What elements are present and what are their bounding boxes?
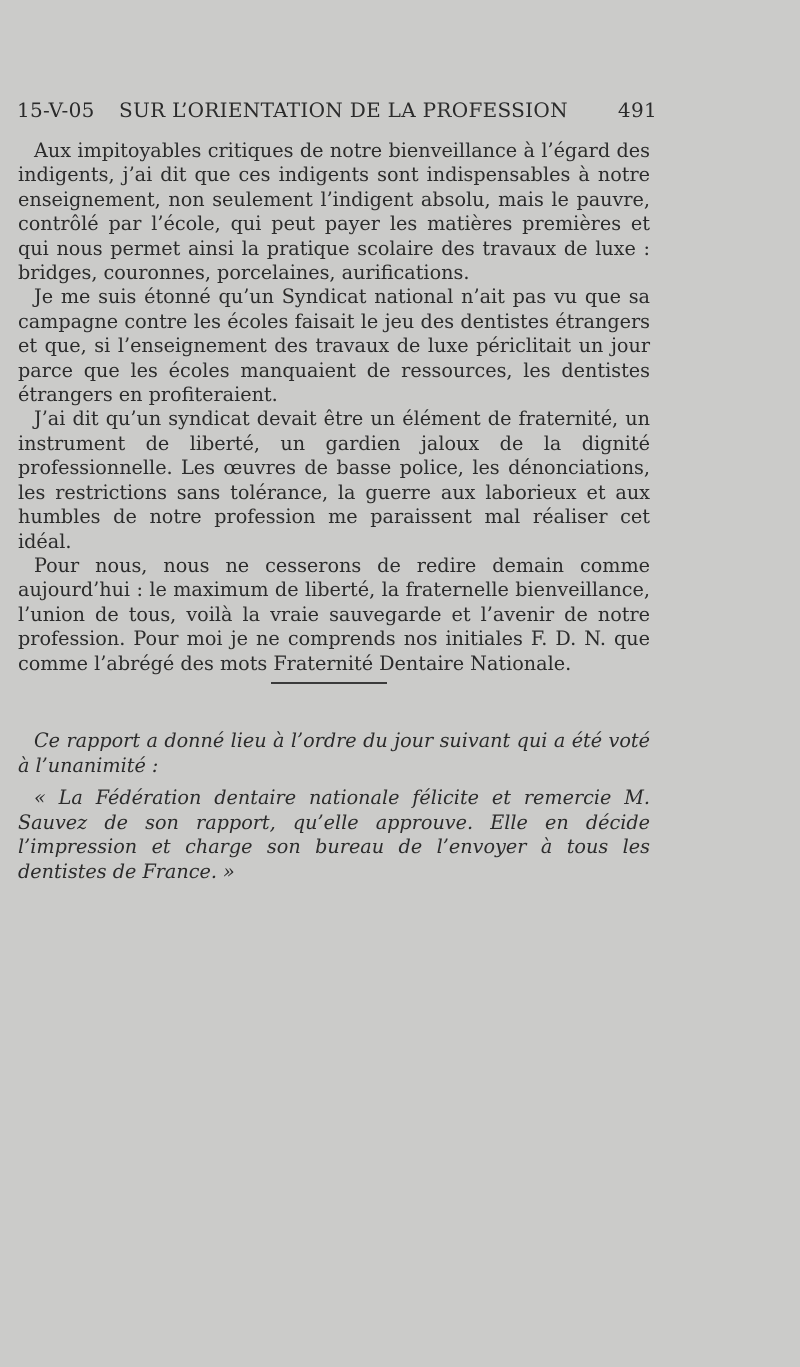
page-number: 491: [617, 98, 657, 122]
resolution-text: « La Fédération dentaire nationale félicite et remercie M. Sauvez de son rapport, qu’elle approuve. Elle en décide l’impression et charge son bureau de l’envoyer à tous les dentistes de France. »: [18, 786, 650, 883]
paragraph-3: J’ai dit qu’un syndicat devait être un élément de fraternité, un instrument de liberté, un gardien jaloux de la dignité professionnelle. Les œuvres de basse police, les dénonciations, les restrictions sans tolérance, la guerre aux laborieux et aux humbles de notre profession me paraissent mal réaliser cet idéal.: [18, 407, 650, 553]
body-text: [18, 139, 650, 676]
section-divider: [271, 682, 387, 684]
header-title: SUR L’ORIENTATION DE LA PROFESSION: [119, 98, 568, 122]
paragraph-4: Pour nous, nous ne cesserons de redire demain comme aujourd’hui : le maximum de liberté, la fraternelle bienveillance, l’union de tous, voilà la vraie sauvegarde et l’avenir de notre profession. Pour moi je ne comprends nos initiales F. D. N. que comme l’abrégé des mots Fraternité Dentaire Nationale.: [18, 553, 650, 675]
paragraph-1: Aux impitoyables critiques de notre bienveillance à l’égard des indigents, j’ai dit que ces indigents sont indispensables à notre enseignement, non seulement l’indigent absolu, mais le pauvre, contrôlé par l’école, qui peut payer les matières premières et qui nous permet ainsi la pratique scolaire des travaux de luxe : bridges, couronnes, porcelaines, aurifications.: [18, 139, 650, 285]
resolution-block: [18, 729, 650, 893]
paragraph-2: Je me suis étonné qu’un Syndicat national n’ait pas vu que sa campagne contre les écoles faisait le jeu des dentistes étrangers et que, si l’enseignement des travaux de luxe périclitait un jour parce que les écoles manquaient de ressources, les dentistes étrangers en profiteraient.: [18, 285, 650, 407]
resolution-intro: Ce rapport a donné lieu à l’ordre du jour suivant qui a été voté à l’unanimité :: [18, 729, 650, 777]
header-date: 15-V-05: [17, 98, 95, 122]
running-header: [17, 98, 657, 128]
